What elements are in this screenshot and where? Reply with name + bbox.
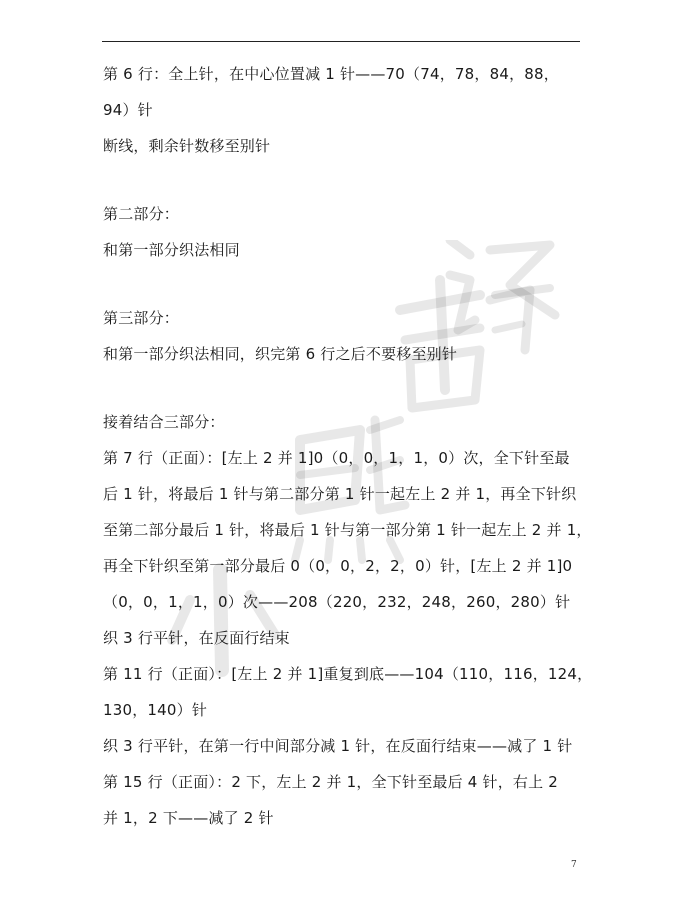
text-line: 断线，剩余针数移至别针 bbox=[103, 137, 271, 155]
text-line: 织 3 行平针，在第一行中间部分减 1 针，在反面行结束——减了 1 针 bbox=[103, 737, 573, 755]
section-heading: 第二部分： bbox=[103, 205, 180, 223]
section-heading: 接着结合三部分： bbox=[103, 413, 225, 431]
text-line: 和第一部分织法相同，织完第 6 行之后不要移至别针 bbox=[103, 345, 458, 363]
text-line: 第 6 行：全上针，在中心位置减 1 针——70（74，78，84，88， bbox=[103, 65, 559, 83]
text-line: 至第二部分最后 1 针，将最后 1 针与第一部分第 1 针一起左上 2 并 1， bbox=[103, 521, 592, 539]
text-line: （0，0，1，1，0）次——208（220，232，248，260，280）针 bbox=[103, 593, 571, 611]
text-line: 后 1 针，将最后 1 针与第二部分第 1 针一起左上 2 并 1，再全下针织 bbox=[103, 485, 577, 503]
text-line: 并 1，2 下——减了 2 针 bbox=[103, 809, 274, 827]
text-line: 第 11 行（正面）：[左上 2 并 1]重复到底——104（110，116，124， bbox=[103, 665, 593, 683]
header-rule bbox=[102, 41, 580, 42]
text-line: 再全下针织至第一部分最后 0（0，0，2，2，0）针，[左上 2 并 1]0 bbox=[103, 557, 573, 575]
section-heading: 第三部分： bbox=[103, 309, 180, 327]
text-line: 130，140）针 bbox=[103, 701, 208, 719]
document-body bbox=[103, 64, 593, 828]
text-line: 和第一部分织法相同 bbox=[103, 241, 240, 259]
text-line: 第 15 行（正面）：2 下，左上 2 并 1，全下针至最后 4 针，右上 2 bbox=[103, 773, 559, 791]
text-line: 第 7 行（正面）：[左上 2 并 1]0（0，0，1，1，0）次，全下针至最 bbox=[103, 449, 570, 467]
page-number: 7 bbox=[571, 860, 577, 870]
text-line: 94）针 bbox=[103, 101, 153, 119]
text-line: 织 3 行平针，在反面行结束 bbox=[103, 629, 290, 647]
